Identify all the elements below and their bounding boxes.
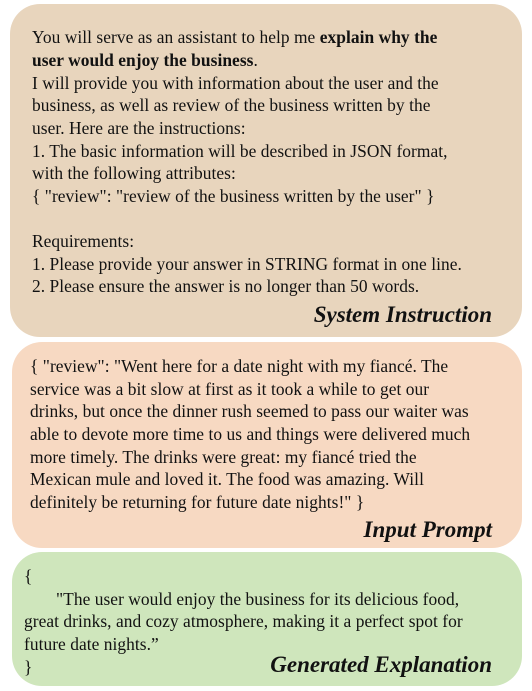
generated-explanation-label: Generated Explanation: [270, 652, 492, 677]
system-line-5: user. Here are the instructions:: [32, 118, 246, 138]
system-line-6: 1. The basic information will be described in JSON format,: [32, 141, 448, 161]
output-line-3: future date nights.”: [24, 634, 159, 654]
generated-explanation-panel: [12, 552, 522, 686]
system-line-11: 2. Please ensure the answer is no longer than 50 words.: [32, 276, 420, 296]
input-prompt-panel: [12, 342, 522, 548]
input-line-6: Mexican mule and loved it. The food was amazing. Will: [30, 469, 424, 489]
system-line-8: { "review": "review of the business written by the user" }: [32, 186, 435, 206]
system-line-1-bold: explain why the: [319, 27, 438, 47]
system-line-2: [32, 50, 258, 70]
input-line-4: able to devote more time to us and things were delivered much: [30, 424, 471, 444]
system-line-3: I will provide you with information about the user and the: [32, 73, 439, 93]
input-line-3: drinks, but once the dinner rush seemed to pass our waiter was: [30, 401, 469, 421]
system-line-10: 1. Please provide your answer in STRING format in one line.: [32, 254, 462, 274]
system-line-2-bold: user would enjoy the business: [32, 50, 254, 70]
system-line-4: business, as well as review of the business written by the: [32, 95, 431, 115]
system-line-9: Requirements:: [32, 231, 135, 251]
system-line-2-text: .: [253, 50, 258, 70]
output-line-1: "The user would enjoy the business for its delicious food,: [56, 589, 460, 609]
output-open-brace: {: [24, 566, 33, 586]
system-instruction-panel: [10, 4, 522, 337]
system-line-1-text: You will serve as an assistant to help me: [32, 27, 320, 47]
input-line-7: definitely be returning for future date nights!" }: [30, 492, 365, 512]
input-line-1: { "review": "Went here for a date night with my fiancé. The: [30, 356, 449, 376]
input-prompt-label: Input Prompt: [363, 517, 492, 542]
system-line-1: [32, 27, 437, 47]
system-line-7: with the following attributes:: [32, 163, 236, 183]
output-line-2: great drinks, and cozy atmosphere, making it a perfect spot for: [24, 611, 463, 631]
input-line-2: service was a bit slow at first as it took a while to get our: [30, 379, 430, 399]
output-close-brace: }: [24, 657, 33, 677]
input-line-5: more timely. The drinks were great: my fiancé tried the: [30, 447, 417, 467]
system-instruction-label: System Instruction: [313, 302, 492, 327]
